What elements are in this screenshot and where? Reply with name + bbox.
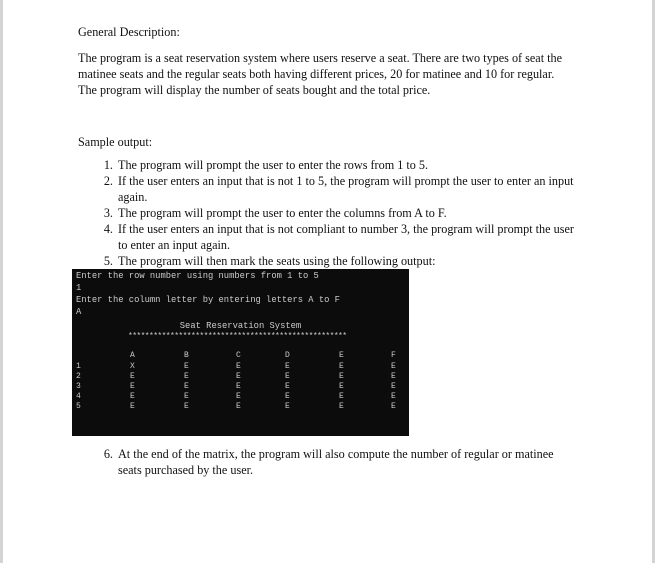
seat-cell: E: [236, 392, 241, 401]
seat-cell: E: [391, 392, 396, 401]
seat-cell: E: [184, 362, 189, 371]
steps-list-continued: [78, 446, 578, 478]
seat-cell: E: [391, 372, 396, 381]
column-header: F: [391, 351, 396, 360]
seat-cell: E: [339, 382, 344, 391]
list-item: 5. The program will then mark the seats using the following output:: [116, 253, 578, 269]
list-item: 2. If the user enters an input that is not 1 to 5, the program will prompt the user to enter an input again.: [116, 173, 578, 205]
seat-cell: E: [339, 402, 344, 411]
row-label: 4: [76, 392, 81, 401]
seat-cell: E: [130, 382, 135, 391]
column-header: E: [339, 351, 344, 360]
console-line: 1: [76, 283, 82, 293]
list-item: 1. The program will prompt the user to enter the rows from 1 to 5.: [116, 157, 578, 173]
console-line: Enter the row number using numbers from 1 to 5: [76, 271, 319, 281]
seat-cell: E: [236, 402, 241, 411]
seat-cell: X: [130, 362, 135, 371]
seat-cell: E: [391, 402, 396, 411]
sample-output-heading: Sample output:: [78, 135, 153, 149]
seat-cell: E: [285, 382, 290, 391]
console-line: Enter the column letter by entering letters A to F: [76, 295, 340, 305]
steps-list: [78, 157, 578, 269]
description-paragraph: The program is a seat reservation system where users reserve a seat. There are two types of seat the matinee seats and the regular seats both having different prices, 20 for matinee and 10 for regular. The program will display the number of seats bought and the total price.: [78, 51, 563, 97]
seat-cell: E: [236, 362, 241, 371]
seat-cell: E: [285, 402, 290, 411]
seat-cell: E: [285, 392, 290, 401]
row-label: 2: [76, 372, 81, 381]
list-item: 3. The program will prompt the user to enter the columns from A to F.: [116, 205, 578, 221]
section-heading: General Description:: [78, 25, 180, 39]
console-title: Seat Reservation System: [179, 321, 302, 331]
document-page: [78, 24, 578, 478]
row-label: 5: [76, 402, 81, 411]
seat-cell: E: [184, 402, 189, 411]
seat-cell: E: [184, 372, 189, 381]
column-header: C: [236, 351, 241, 360]
column-header: D: [285, 351, 290, 360]
seat-cell: E: [184, 392, 189, 401]
seat-cell: E: [130, 402, 135, 411]
seat-cell: E: [391, 382, 396, 391]
seat-cell: E: [339, 362, 344, 371]
seat-cell: E: [285, 372, 290, 381]
row-label: 3: [76, 382, 81, 391]
seat-cell: E: [130, 392, 135, 401]
seat-cell: E: [339, 372, 344, 381]
console-line: A: [76, 307, 82, 317]
list-item: 6. At the end of the matrix, the program will also compute the number of regular or matinee seats purchased by the user.: [116, 446, 578, 478]
list-item: 4. If the user enters an input that is not compliant to number 3, the program will prompt the user to enter an input again.: [116, 221, 578, 253]
seat-cell: E: [236, 372, 241, 381]
seat-cell: E: [184, 382, 189, 391]
seat-cell: E: [285, 362, 290, 371]
console-divider: ****************************************************: [128, 332, 347, 341]
seat-cell: E: [130, 372, 135, 381]
seat-cell: E: [236, 382, 241, 391]
column-header: B: [184, 351, 189, 360]
row-label: 1: [76, 362, 81, 371]
seat-cell: E: [339, 392, 344, 401]
seat-cell: E: [391, 362, 396, 371]
page-border-left: [0, 0, 3, 563]
column-header: A: [130, 351, 135, 360]
console-screenshot: [72, 269, 409, 436]
